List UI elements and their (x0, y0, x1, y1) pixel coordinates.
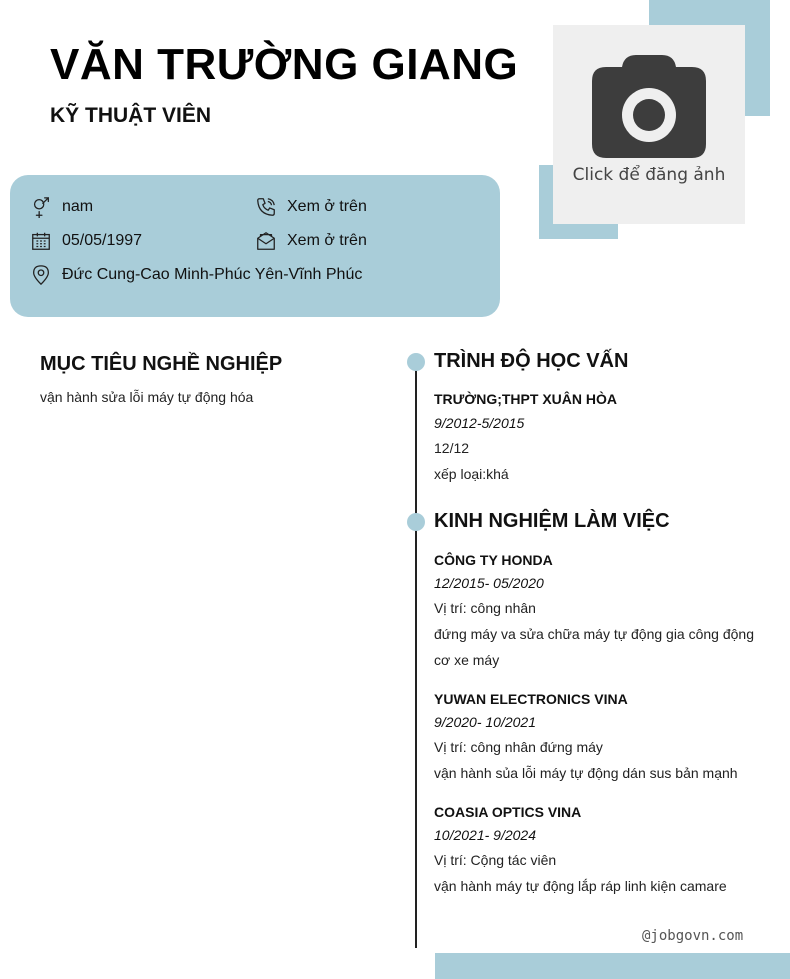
job-position: Vị trí: công nhân (434, 600, 536, 616)
contact-card (10, 175, 500, 317)
job-company: CÔNG TY HONDA (434, 552, 553, 568)
job-position: Vị trí: Cộng tác viên (434, 852, 557, 868)
birthdate-value: 05/05/1997 (62, 232, 143, 249)
address-value: Đức Cung-Cao Minh-Phúc Yên-Vĩnh Phúc (62, 266, 363, 283)
photo-upload-label: Click để đăng ảnh (572, 165, 726, 185)
job-description: vận hành máy tự động lắp ráp linh kiện camare (434, 878, 727, 894)
contact-address (30, 264, 362, 286)
job-description: đứng máy va sửa chữa máy tự động gia công động cơ xe máy (434, 626, 755, 668)
decor-block-bottom (435, 953, 790, 979)
experience-title: KINH NGHIỆM LÀM VIỆC (434, 510, 670, 532)
education-classification: xếp loại:khá (434, 466, 509, 482)
phone-icon (255, 196, 277, 218)
objective-title: MỤC TIÊU NGHỀ NGHIỆP (40, 353, 283, 375)
job-company: YUWAN ELECTRONICS VINA (434, 691, 628, 707)
timeline-line (415, 361, 417, 948)
education-grade: 12/12 (434, 440, 470, 456)
gender-icon (30, 196, 52, 218)
mail-icon (255, 230, 277, 252)
calendar-icon (30, 230, 52, 252)
contact-email (255, 230, 367, 252)
job-title: KỸ THUẬT VIÊN (50, 104, 212, 127)
job-period: 10/2021- 9/2024 (434, 827, 536, 843)
candidate-name: VĂN TRƯỜNG GIANG (50, 40, 519, 89)
timeline-dot (407, 353, 425, 371)
photo-upload-box[interactable] (553, 25, 745, 224)
location-pin-icon (30, 264, 52, 286)
camera-icon (592, 55, 706, 158)
education-title: TRÌNH ĐỘ HỌC VẤN (434, 350, 629, 372)
objective-text: vận hành sửa lỗi máy tự động hóa (40, 389, 254, 405)
education-period: 9/2012-5/2015 (434, 415, 525, 431)
job-description: vận hành sủa lỗi máy tự động dán sus bản mạnh (434, 765, 738, 781)
job-period: 12/2015- 05/2020 (434, 575, 544, 591)
timeline-dot (407, 513, 425, 531)
phone-value: Xem ở trên (287, 198, 367, 215)
education-school: TRƯỜNG;THPT XUÂN HÒA (434, 391, 617, 407)
email-value: Xem ở trên (287, 232, 367, 249)
job-company: COASIA OPTICS VINA (434, 804, 582, 820)
job-position: Vị trí: công nhân đứng máy (434, 739, 603, 755)
contact-gender (30, 196, 93, 218)
contact-phone (255, 196, 367, 218)
contact-birthdate (30, 230, 142, 252)
gender-value: nam (62, 198, 94, 215)
watermark: @jobgovn.com (642, 928, 744, 944)
job-period: 9/2020- 10/2021 (434, 714, 536, 730)
